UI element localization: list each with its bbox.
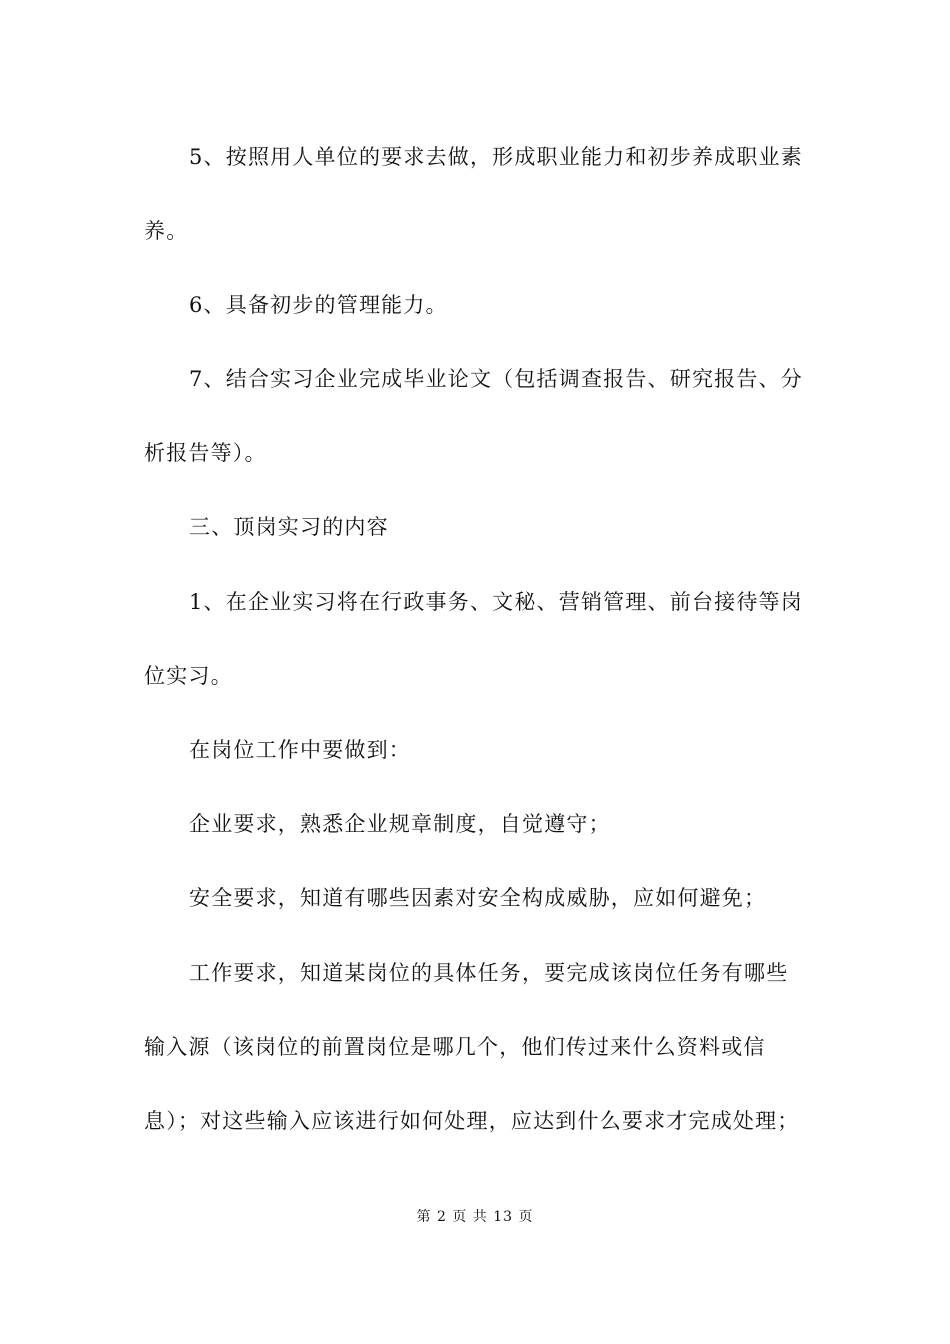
paragraph-line: 养。 (144, 219, 189, 243)
paragraph-line: 析报告等）。 (144, 441, 267, 465)
paragraph-line: 息）；对这些输入应该进行如何处理，应达到什么要求才完成处理； (144, 1109, 800, 1133)
page-footer: 第 2 页 共 13 页 (416, 1209, 534, 1225)
paragraph-line: 6、具备初步的管理能力。 (189, 293, 448, 317)
paragraph-line: 5、按照用人单位的要求去做，形成职业能力和初步养成职业素 (189, 145, 803, 169)
paragraph-line: 7、结合实习企业完成毕业论文（包括调查报告、研究报告、分 (189, 367, 803, 391)
paragraph-line: 工作要求，知道某岗位的具体任务，要完成该岗位任务有哪些 (189, 961, 789, 985)
paragraph-line: 在岗位工作中要做到： (189, 738, 411, 762)
paragraph-line: 输入源（该岗位的前置岗位是哪几个，他们传过来什么资料或信 (144, 1035, 766, 1059)
section-heading: 三、顶岗实习的内容 (189, 515, 389, 539)
paragraph-line: 企业要求，熟悉企业规章制度，自觉遵守； (189, 812, 611, 836)
paragraph-line: 安全要求，知道有哪些因素对安全构成威胁，应如何避免； (189, 886, 767, 910)
paragraph-line: 1、在企业实习将在行政事务、文秘、营销管理、前台接待等岗 (189, 590, 803, 614)
paragraph-line: 位实习。 (144, 664, 233, 688)
